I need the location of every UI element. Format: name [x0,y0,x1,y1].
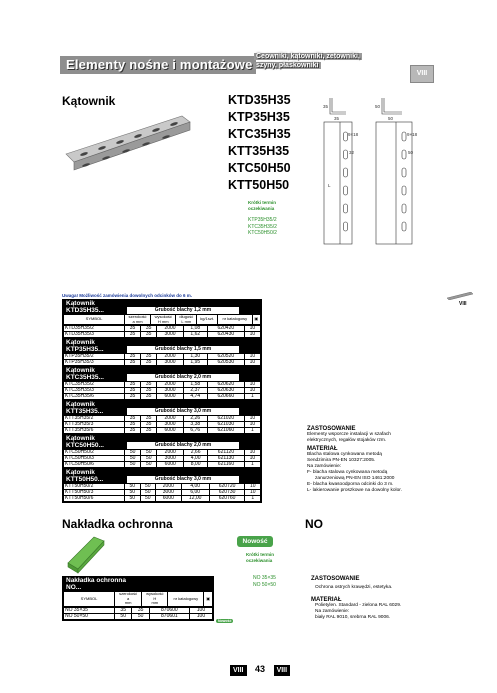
side-chapter-label: VIII [459,301,467,307]
order-note: Uwaga! Możliwość zamówienia dowolnych odcinków do 6 m. [62,293,193,298]
block-title-2: KTP35H35... [66,346,104,353]
chapter-logo: VIII [410,65,434,83]
product-heading-nakladka: Nakładka ochronna [62,517,173,531]
short-term-codes-2: NO 35×35 NO 50×50 [253,575,276,588]
table-row: KTT35H35/3 35 35 3000 3,38 621030 10 [64,422,261,428]
code-ktp35h35: KTP35H35 [228,110,290,124]
thickness-label: Grubość blachy 3,0 mm [127,408,239,415]
product-code-no: NO [305,517,323,531]
block-title-1: Kątownik [66,300,95,307]
thickness-label: Grubość blachy 1,5 mm [127,346,239,353]
code-ktt35h35: KTT35H35 [228,144,290,158]
zastosowanie-text-2b: Ochrona ostrych krawędzi, estetyka. [315,585,393,590]
block-title-2: KTD35H35... [66,307,104,314]
nakladka-title-2: NO... [66,584,82,591]
table-row: KTD35H35/2 35 35 2000 1,08 620420 10 [64,326,261,332]
block-title-2: KTT50H50... [66,476,104,483]
short-term-label: Krótki termin oczekiwania [248,200,277,211]
table-row: KTT50H50/2 50 50 2000 4,00 620720 10 [64,484,261,490]
table-row: KTC35H35/2 35 35 2000 1,58 620620 10 [64,382,261,388]
product-codes [228,92,291,194]
table-row: KTC50H50/2 50 50 2000 2,66 621120 10 [64,450,261,456]
code-ktc50h50: KTC50H50 [228,161,291,175]
zastosowanie-block [307,426,487,494]
short-term-label-2: Krótki termin oczekiwania [246,552,275,563]
material-line: Na zamówienie: [315,609,350,614]
code-ktc35h35: KTC35H35 [228,127,291,141]
thickness-label: Grubość blachy 2,0 mm [127,374,239,381]
nakladka-rows [63,607,213,620]
table-row: NO 35×35 35 35 870600 100 [64,607,213,613]
block-title-2: KTC50H50... [66,442,104,449]
zastosowanie-heading: ZASTOSOWANIE [307,426,356,432]
zastosowanie-heading-2: ZASTOSOWANIE [311,576,360,582]
table-block [62,435,262,469]
new-badge: Nowość [237,536,273,547]
box-icon: ▣ [252,315,260,325]
dim-35-b: 35 [334,116,340,121]
dim-35-a: 35 [323,104,329,109]
footer-chapter-right: VIII [274,665,291,676]
table-row: KTT35H35/2 35 35 2000 2,26 621020 10 [64,416,261,422]
table-block [62,339,262,367]
table-row: NO 50×50 50 50 870601 100 [64,613,213,619]
hole-dim-1: 9×18 [348,132,359,137]
nakladka-title-1: Nakładka ochronna [66,577,126,584]
table-row: KTC35H35/3 35 35 3000 2,37 620630 10 [64,388,261,394]
material-line: L- lakierowanie proszkowe na dowolny kolor. [307,488,402,493]
thickness-label: Grubość blachy 2,0 mm [127,442,239,449]
thickness-label: Grubość blachy 3,0 mm [127,476,239,483]
dim-50-b: 50 [388,116,394,121]
material-line: Polietylen. Standard - zielona RAL 6029. [315,603,402,608]
block-title-1: Kątownik [66,367,95,374]
table-block [62,401,262,435]
nakladka-table [62,576,214,621]
technical-drawing [320,92,430,252]
new-tag-small: Nowość [218,619,232,623]
block-title-1: Kątownik [66,435,95,442]
nakladka-block [62,576,214,621]
zastosowanie-block-2 [311,576,481,621]
table-row: KTP35H35/3 35 35 3000 1,95 620530 10 [64,360,261,366]
table-row: KTD35H35/3 35 35 3000 1,62 620430 10 [64,332,261,338]
subtitle-line-2: szyny, płaskowniki [256,62,319,69]
pitch-32: 32 [349,150,355,155]
side-bar-icon [447,292,473,300]
table-block [62,367,262,401]
product-heading: Kątownik [62,94,116,108]
table-header: SYMBOL szerokość a mm wysokość H mm długość L mm kg/1szt. nr katalogowy ▣ [63,314,261,325]
block-title-1: Kątownik [66,469,95,476]
material-heading: MATERIAŁ [307,446,338,452]
material-line: Sendzimira PN-EN 10327:2005. [307,458,376,463]
protective-cap-image [62,533,108,575]
table-row: KTC50H50/6 50 50 6000 8,00 621160 1 [64,462,261,468]
spec-table [62,299,262,503]
angle-bar-image [62,110,192,175]
block-title-1: Kątownik [66,339,95,346]
material-heading-2: MATERIAŁ [311,597,342,603]
block-title-2: KTC35H35... [66,374,104,381]
subtitle-line-1: Ceowniki, kątowniki, zetowniki, [256,53,360,60]
material-line: F- blacha stalowa cynkowana metodą [307,470,388,475]
table-row: KTP35H35/2 35 35 2000 1,30 620520 10 [64,354,261,360]
material-line: zanurzeniową PN-EN ISO 1461:2000 [315,476,395,481]
spec-table-blocks [62,299,262,503]
dim-50-a: 50 [375,104,381,109]
zastosowanie-text-2: elektrycznych, regałów stojaków rzm. [307,438,387,443]
page-footer [230,664,290,676]
short-term-codes: KTP35H35/2 KTC35H35/2 KTC50H50/2 [248,217,277,236]
pitch-50: 50 [408,150,414,155]
material-line: Blacha stalowa cynkowana metodą [307,452,382,457]
table-block [62,299,262,339]
length-label: L [328,183,331,188]
table-block [62,469,262,503]
table-row: KTC35H35/6 35 35 6000 4,74 620660 1 [64,394,261,400]
code-ktt50h50: KTT50H50 [228,178,290,192]
box-icon: ▣ [204,592,213,607]
material-line: Na zamówienie: [307,464,342,469]
nakladka-head: SYMBOL szerokość a mm wysokość H mm nr katalogowy ▣ [63,591,213,607]
thickness-label: Grubość blachy 1,2 mm [127,307,239,314]
material-line: E- blacha kwasoodporna odcinki do 3 m. [307,482,394,487]
table-row: KTT50H50/6 50 50 6000 12,00 620760 1 [64,496,261,502]
footer-chapter-left: VIII [230,665,247,676]
table-row: KTT50H50/3 50 50 3000 6,00 620730 10 [64,490,261,496]
block-title-2: KTT35H35... [66,408,104,415]
table-row: KTT35H35/6 35 35 6000 6,76 621060 1 [64,428,261,434]
section-title: Elementy nośne i montażowe [60,56,256,74]
code-ktd35h35: KTD35H35 [228,93,291,107]
zastosowanie-text-1: Elementy wsporcze instalacji w szafach [307,432,391,437]
section-subtitle [254,52,384,70]
hole-dim-2: 9×18 [407,132,418,137]
material-line: biały RAL 9010, srebrna RAL 9006. [315,615,391,620]
weight-header: kg/1szt. [197,315,218,325]
table-row: KTC50H50/3 50 50 3000 4,00 621130 10 [64,456,261,462]
block-title-1: Kątownik [66,401,95,408]
page-number: 43 [255,664,266,674]
